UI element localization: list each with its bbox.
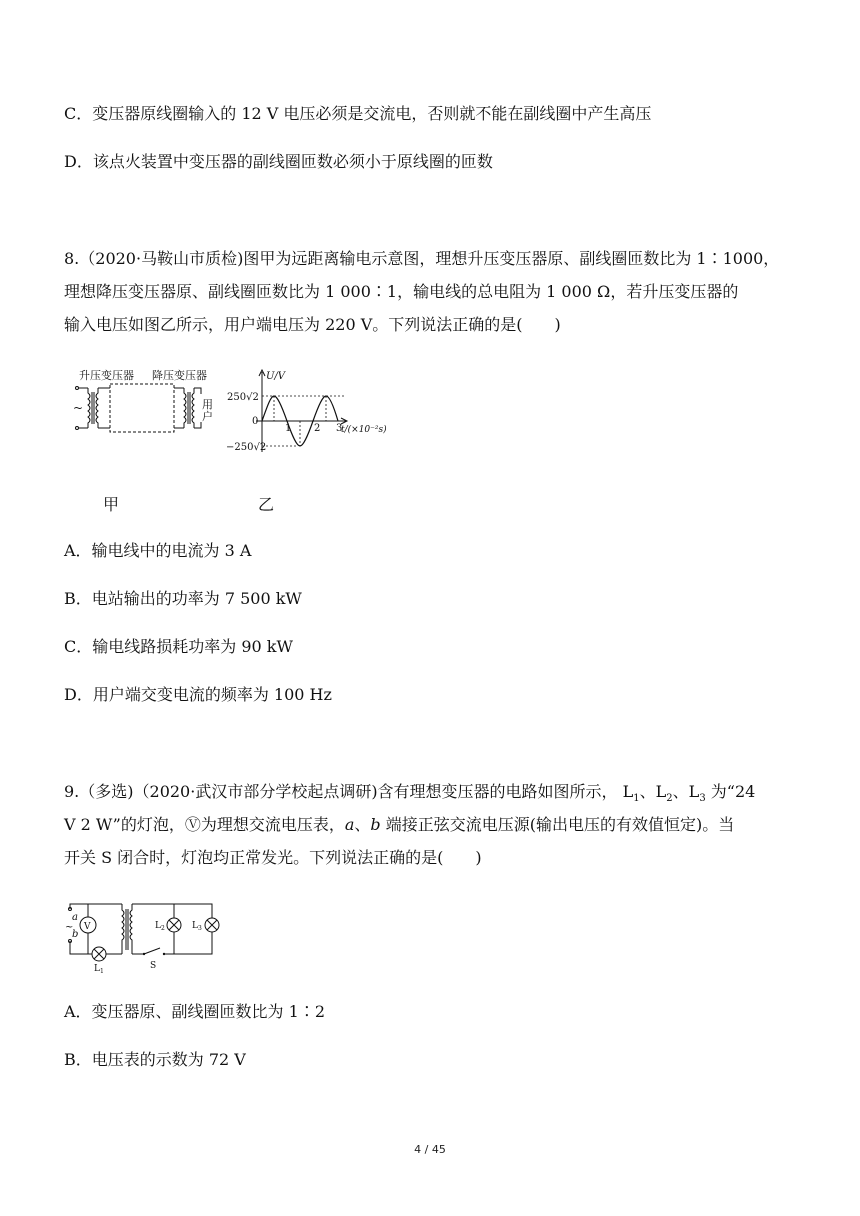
caption-jia: 甲 (103, 495, 120, 514)
y-max-label: 250√2 (227, 392, 259, 403)
transformer-circuit (62, 898, 230, 974)
step-down-label: 降压变压器 (152, 369, 207, 382)
q9-stem-text-c: 端接正弦交流电压源(输出电压的有效值恒定)。当 (380, 815, 735, 834)
q9-option-b: B．电压表的示数为 72 V (64, 1050, 246, 1069)
q9-sep-2: 、L (672, 782, 700, 801)
switch-s-label: S (150, 961, 157, 971)
q7-option-c: C．变压器原线圈输入的 12 V 电压必须是交流电，否则就不能在副线圈中产生高压 (64, 104, 652, 123)
q9-stem-line1 (64, 782, 800, 809)
q9-stem-text: 9.（多选)（2020·武汉市部分学校起点调研)含有理想变压器的电路如图所示， L (64, 782, 634, 801)
x-tick-2: 2 (314, 423, 321, 434)
q9-stem-text-a: V 2 W”的灯泡，Ⓥ为理想交流电压表， (64, 815, 345, 834)
q9-sub-2: 2 (666, 793, 673, 805)
user-label-1: 用 (202, 398, 213, 411)
lamp-l2-label: $L_2$ (155, 921, 165, 932)
switch-s-symbol (144, 948, 160, 954)
transmission-diagram (68, 366, 224, 442)
lamp-l1-label: $L_1$ (94, 964, 104, 974)
ac-tilde: ~ (65, 922, 74, 933)
q9-option-a: A．变压器原、副线圈匝数比为 1∶2 (64, 1002, 326, 1021)
q9-sep-1: 、L (639, 782, 667, 801)
q8-option-a: A．输电线中的电流为 3 A (64, 541, 252, 560)
q8-option-d: D．用户端交变电流的频率为 100 Hz (64, 685, 332, 704)
q9-term-a: a (344, 815, 355, 834)
q9-sub-3: 3 (699, 793, 706, 805)
page-number: 4 / 45 (414, 1143, 446, 1156)
q8-stem-line1: 8.（2020·马鞍山市质检)图甲为远距离输电示意图，理想升压变压器原、副线圈匝数比为 1∶1000， (64, 249, 780, 268)
x-tick-1: 1 (285, 423, 292, 434)
q7-option-d: D．该点火装置中变压器的副线圈匝数必须小于原线圈的匝数 (64, 152, 493, 171)
q9-term-b: b (370, 815, 381, 834)
q8-option-b: B．电站输出的功率为 7 500 kW (64, 589, 302, 608)
q9-sub-1: 1 (633, 793, 640, 805)
x-tick-3: 3 (336, 423, 343, 434)
user-label-2: 户 (202, 410, 213, 423)
q8-stem-line2: 理想降压变压器原、副线圈匝数比为 1 000∶1，输电线的总电阻为 1 000 Ω，若升压变压器的 (64, 282, 739, 301)
terminal-b: b (72, 929, 79, 940)
q9-stem-line3: 开关 S 闭合时，灯泡均正常发光。下列说法正确的是( ) (64, 848, 482, 867)
x-axis-label: t/(×10⁻²s) (341, 425, 387, 435)
origin-label: 0 (252, 416, 259, 427)
y-min-label: −250√2 (226, 442, 267, 453)
y-axis-label: U/V (266, 371, 286, 382)
lamp-l3-label: $L_3$ (192, 921, 202, 932)
voltmeter-label: V (84, 922, 91, 932)
source-tilde: ~ (73, 401, 84, 415)
q8-stem-line3: 输入电压如图乙所示，用户端电压为 220 V。下列说法正确的是( ) (64, 315, 561, 334)
terminal-a: a (72, 912, 78, 923)
step-up-label: 升压变压器 (79, 369, 134, 382)
q9-stem-line2 (64, 815, 800, 835)
voltage-graph (226, 366, 398, 458)
q9-stem-text-b: 、 (354, 815, 371, 834)
q9-stem-text-end: 为“24 (705, 782, 756, 801)
q8-option-c: C．输电线路损耗功率为 90 kW (64, 637, 293, 656)
caption-yi: 乙 (258, 495, 275, 514)
